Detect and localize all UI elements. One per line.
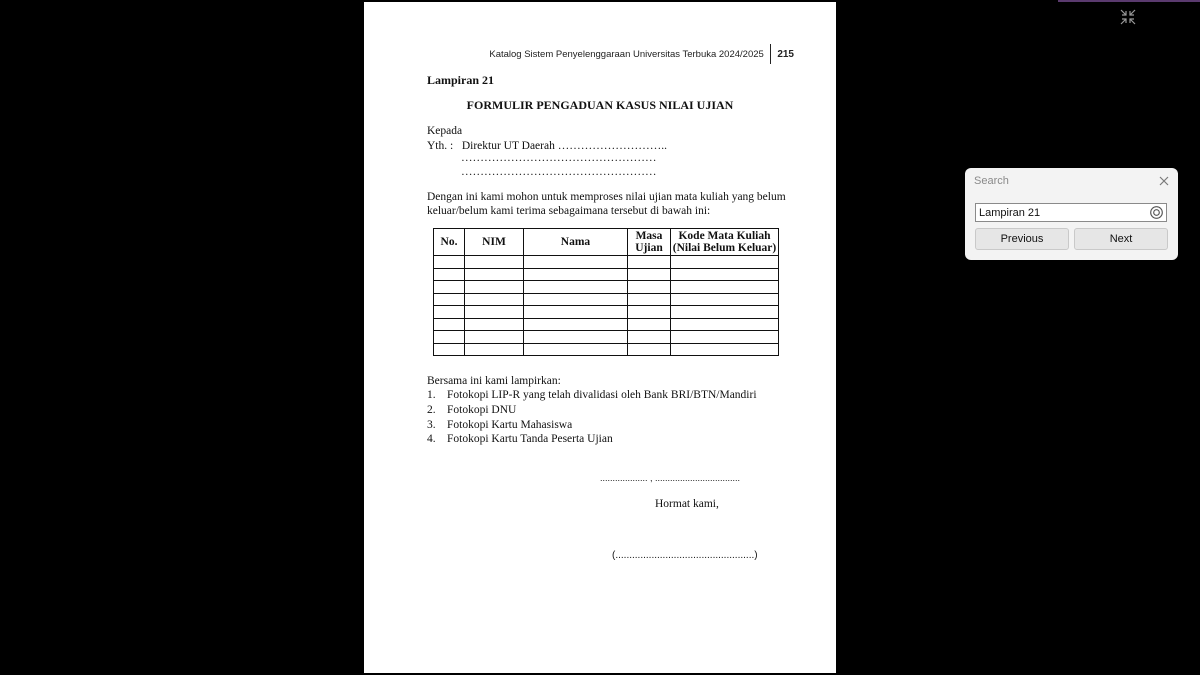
exam-table bbox=[433, 228, 779, 356]
table-row bbox=[434, 268, 779, 281]
form-title: FORMULIR PENGADUAN KASUS NILAI UJIAN bbox=[466, 98, 734, 112]
table-cell bbox=[465, 306, 524, 319]
table-cell bbox=[628, 306, 671, 319]
header-masa-line2: Ujian bbox=[635, 242, 663, 254]
table-cell bbox=[524, 256, 628, 269]
table-cell bbox=[434, 331, 465, 344]
page-number: 215 bbox=[777, 48, 794, 60]
table-cell bbox=[434, 268, 465, 281]
table-row bbox=[434, 318, 779, 331]
kepada-label: Kepada bbox=[427, 125, 463, 137]
header-kode-mata-kuliah bbox=[671, 229, 779, 256]
table-cell bbox=[465, 318, 524, 331]
table-row bbox=[434, 331, 779, 344]
table-cell bbox=[671, 256, 779, 269]
table-cell bbox=[465, 343, 524, 356]
table-row bbox=[434, 306, 779, 319]
table-row bbox=[434, 281, 779, 294]
search-panel bbox=[965, 168, 1178, 260]
table-cell bbox=[524, 268, 628, 281]
table-cell bbox=[524, 281, 628, 294]
header-nama: Nama bbox=[524, 229, 628, 256]
document-page bbox=[364, 2, 836, 673]
attachment-item: 2. Fotokopi DNU bbox=[427, 404, 517, 416]
previous-button[interactable]: Previous bbox=[975, 228, 1069, 250]
header-masa-ujian bbox=[628, 229, 671, 256]
search-options-icon[interactable] bbox=[1149, 205, 1164, 220]
table-cell bbox=[628, 293, 671, 306]
table-cell bbox=[628, 256, 671, 269]
table-header-row bbox=[434, 229, 779, 256]
table-cell bbox=[434, 343, 465, 356]
table-cell bbox=[434, 293, 465, 306]
table-cell bbox=[671, 318, 779, 331]
table-cell bbox=[465, 331, 524, 344]
table-row bbox=[434, 256, 779, 269]
table-cell bbox=[434, 256, 465, 269]
header-kode-line2: (Nilai Belum Keluar) bbox=[672, 242, 777, 254]
table-cell bbox=[434, 306, 465, 319]
table-cell bbox=[671, 343, 779, 356]
exit-fullscreen-icon[interactable] bbox=[1120, 9, 1136, 25]
attachment-item: 3. Fotokopi Kartu Mahasiswa bbox=[427, 419, 573, 431]
header-no: No. bbox=[434, 229, 465, 256]
page-header bbox=[489, 44, 794, 64]
attachment-item: 4. Fotokopi Kartu Tanda Peserta Ujian bbox=[427, 433, 613, 445]
lampiran-label: Lampiran 21 bbox=[427, 73, 495, 87]
table-cell bbox=[524, 293, 628, 306]
header-text: Katalog Sistem Penyelenggaraan Universitas Terbuka 2024/2025 bbox=[489, 48, 764, 60]
table-cell bbox=[465, 281, 524, 294]
table-cell bbox=[671, 281, 779, 294]
table-cell bbox=[628, 331, 671, 344]
table-cell bbox=[524, 343, 628, 356]
table-cell bbox=[524, 306, 628, 319]
header-masa-line1: Masa bbox=[635, 230, 663, 242]
attachment-item: 1. Fotokopi LIP-R yang telah divalidasi oleh Bank BRI/BTN/Mandiri bbox=[427, 389, 757, 401]
table-cell bbox=[671, 293, 779, 306]
header-kode-line1: Kode Mata Kuliah bbox=[678, 230, 771, 242]
table-cell bbox=[434, 281, 465, 294]
header-divider bbox=[770, 44, 772, 64]
table-cell bbox=[524, 331, 628, 344]
table-cell bbox=[671, 306, 779, 319]
request-paragraph-line-2: keluar/belum kami terima sebagaimana tersebut di bawah ini: bbox=[427, 205, 711, 217]
search-input[interactable] bbox=[976, 204, 1149, 221]
signature-line: (..................................................) bbox=[612, 550, 758, 561]
request-paragraph-line-1: Dengan ini kami mohon untuk memproses nilai ujian mata kuliah yang belum bbox=[427, 191, 786, 203]
address-dots-1: …………………………………………… bbox=[461, 152, 657, 164]
table-cell bbox=[671, 331, 779, 344]
address-dots-2: …………………………………………… bbox=[461, 166, 657, 178]
table-body bbox=[434, 256, 779, 356]
table-cell bbox=[628, 318, 671, 331]
table-cell bbox=[628, 343, 671, 356]
table-cell bbox=[465, 293, 524, 306]
place-date-line: ................... , .................................. bbox=[600, 473, 741, 483]
closing-salutation: Hormat kami, bbox=[655, 498, 719, 510]
attachments-heading: Bersama ini kami lampirkan: bbox=[427, 375, 561, 387]
table-cell bbox=[465, 268, 524, 281]
next-button[interactable]: Next bbox=[1074, 228, 1168, 250]
table-cell bbox=[671, 268, 779, 281]
table-cell bbox=[524, 318, 628, 331]
search-field bbox=[975, 203, 1167, 222]
table-row bbox=[434, 293, 779, 306]
table-cell bbox=[628, 281, 671, 294]
addressee-line: Yth. : Direktur UT Daerah ……………………….. bbox=[427, 140, 667, 152]
table-cell bbox=[628, 268, 671, 281]
table-cell bbox=[434, 318, 465, 331]
search-panel-title: Search bbox=[974, 175, 1009, 187]
top-accent-bar bbox=[1058, 0, 1200, 2]
table-cell bbox=[465, 256, 524, 269]
table-row bbox=[434, 343, 779, 356]
close-icon[interactable] bbox=[1158, 174, 1170, 186]
header-nim: NIM bbox=[465, 229, 524, 256]
